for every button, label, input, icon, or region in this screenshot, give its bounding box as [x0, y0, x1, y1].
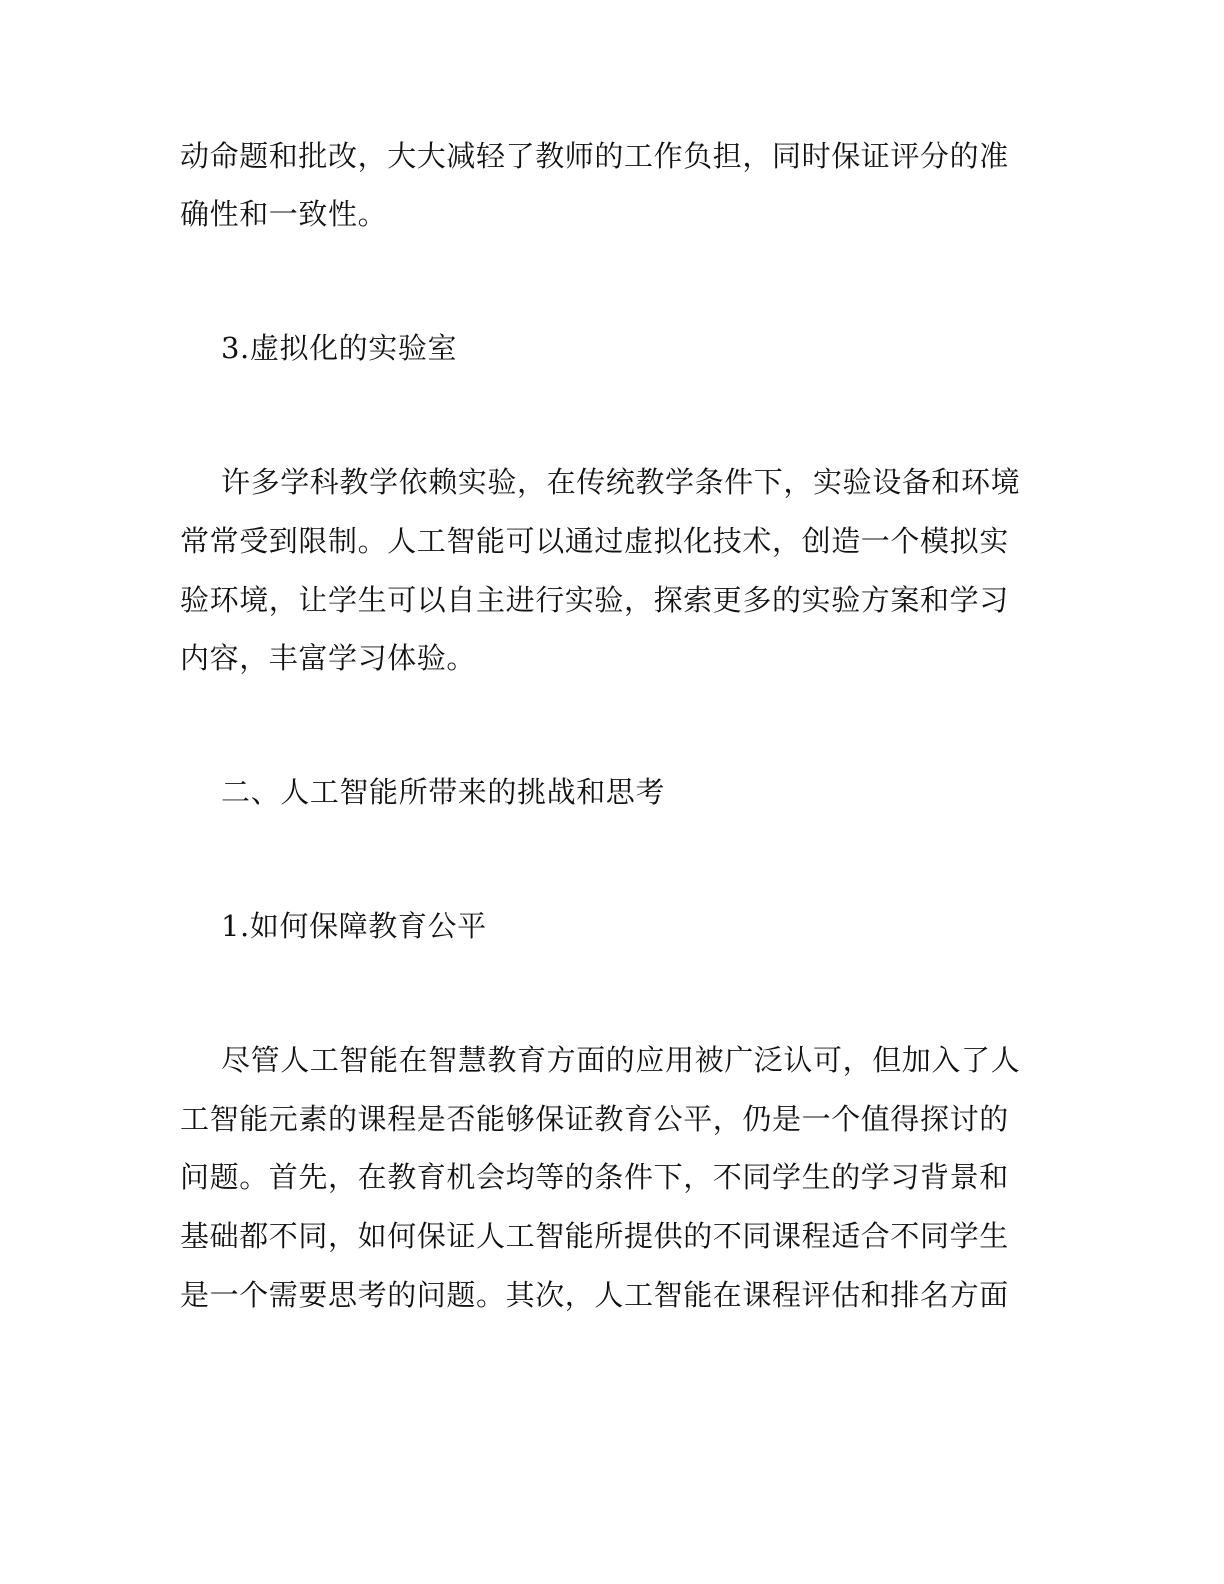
- paragraph-line: 尽管人工智能在智慧教育方面的应用被广泛认可，但加入了人: [221, 1043, 1021, 1077]
- paragraph-line: 许多学科教学依赖实验，在传统教学条件下，实验设备和环境: [221, 465, 1021, 499]
- subheading-virtual-lab: 3.虚拟化的实验室: [221, 331, 458, 365]
- paragraph-line: 内容，丰富学习体验。: [180, 641, 477, 675]
- paragraph-line: 确性和一致性。: [180, 197, 388, 231]
- paragraph-line: 验环境，让学生可以自主进行实验，探索更多的实验方案和学习: [180, 583, 1009, 617]
- paragraph-line: 常常受到限制。人工智能可以通过虚拟化技术，创造一个模拟实: [180, 524, 1009, 558]
- paragraph-line: 动命题和批改，大大减轻了教师的工作负担，同时保证评分的准: [180, 139, 1009, 173]
- paragraph-line: 基础都不同，如何保证人工智能所提供的不同课程适合不同学生: [180, 1219, 1009, 1253]
- paragraph-line: 问题。首先，在教育机会均等的条件下，不同学生的学习背景和: [180, 1160, 1009, 1194]
- subheading-education-fairness: 1.如何保障教育公平: [221, 909, 487, 943]
- paragraph-line: 工智能元素的课程是否能够保证教育公平，仍是一个值得探讨的: [180, 1102, 1009, 1136]
- paragraph-line: 是一个需要思考的问题。其次，人工智能在课程评估和排名方面: [180, 1278, 1009, 1312]
- section-heading-challenges: 二、人工智能所带来的挑战和思考: [221, 775, 666, 809]
